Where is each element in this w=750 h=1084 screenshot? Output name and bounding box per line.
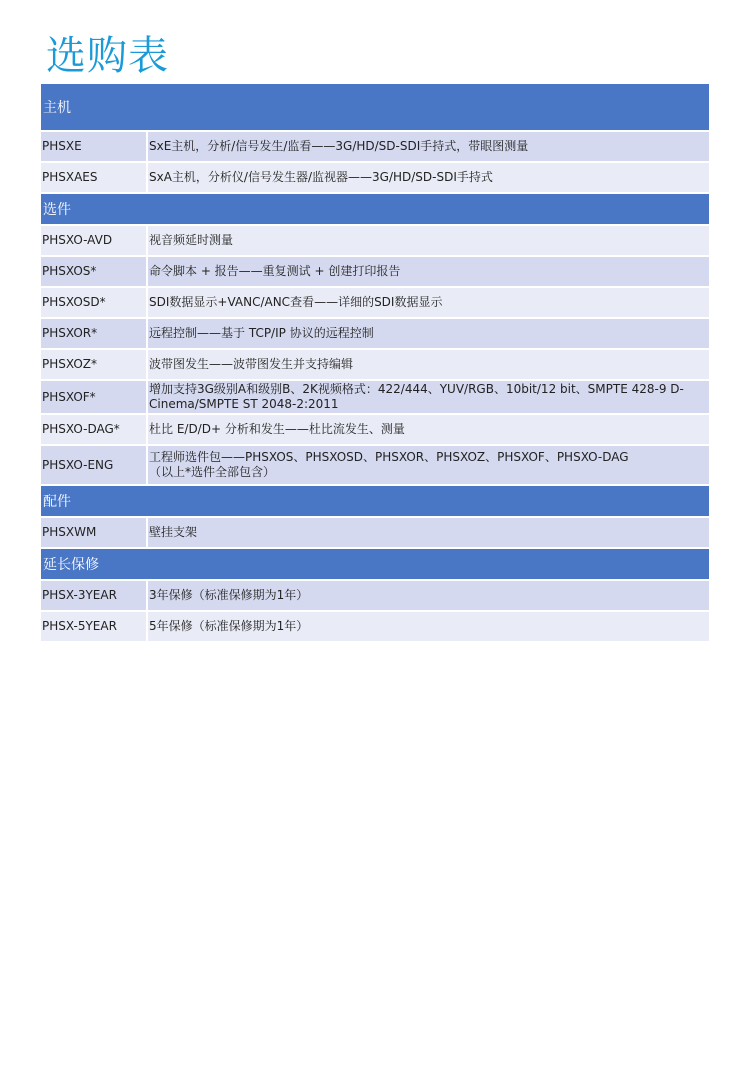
table-row bbox=[41, 131, 709, 162]
product-code: PHSXAES bbox=[41, 162, 147, 193]
product-description: 视音频延时测量 bbox=[147, 225, 709, 256]
product-description: 壁挂支架 bbox=[147, 517, 709, 548]
product-code: PHSX-5YEAR bbox=[41, 611, 147, 642]
table-row bbox=[41, 414, 709, 445]
section-heading: 配件 bbox=[41, 485, 709, 517]
table-row bbox=[41, 380, 709, 414]
product-description: SxE主机，分析/信号发生/监看——3G/HD/SD-SDI手持式，带眼图测量 bbox=[147, 131, 709, 162]
product-code: PHSXO-DAG* bbox=[41, 414, 147, 445]
product-code: PHSXWM bbox=[41, 517, 147, 548]
product-code: PHSX-3YEAR bbox=[41, 580, 147, 611]
section-heading: 延长保修 bbox=[41, 548, 709, 580]
table-row bbox=[41, 162, 709, 193]
product-code: PHSXO-AVD bbox=[41, 225, 147, 256]
product-description: 5年保修（标准保修期为1年） bbox=[147, 611, 709, 642]
table-row bbox=[41, 445, 709, 485]
product-code: PHSXOS* bbox=[41, 256, 147, 287]
table-row bbox=[41, 349, 709, 380]
section-header-accessories bbox=[41, 485, 709, 517]
product-description: SxA主机，分析仪/信号发生器/监视器——3G/HD/SD-SDI手持式 bbox=[147, 162, 709, 193]
table-row bbox=[41, 256, 709, 287]
product-description: 命令脚本 + 报告——重复测试 + 创建打印报告 bbox=[147, 256, 709, 287]
table-row bbox=[41, 580, 709, 611]
section-header-extended-warranty bbox=[41, 548, 709, 580]
section-heading: 选件 bbox=[41, 193, 709, 225]
order-table bbox=[41, 84, 709, 643]
table-row bbox=[41, 318, 709, 349]
product-code: PHSXOF* bbox=[41, 380, 147, 414]
section-heading: 主机 bbox=[41, 84, 709, 131]
product-code: PHSXOR* bbox=[41, 318, 147, 349]
page-title: 选购表 bbox=[46, 33, 169, 79]
table-row bbox=[41, 517, 709, 548]
product-description: 远程控制——基于 TCP/IP 协议的远程控制 bbox=[147, 318, 709, 349]
table-row bbox=[41, 225, 709, 256]
product-code: PHSXE bbox=[41, 131, 147, 162]
product-description: 3年保修（标准保修期为1年） bbox=[147, 580, 709, 611]
table-row bbox=[41, 287, 709, 318]
product-code: PHSXOZ* bbox=[41, 349, 147, 380]
product-description: 杜比 E/D/D+ 分析和发生——杜比流发生、测量 bbox=[147, 414, 709, 445]
section-header-options bbox=[41, 193, 709, 225]
product-code: PHSXO-ENG bbox=[41, 445, 147, 485]
table-row bbox=[41, 611, 709, 642]
product-description: 增加支持3G级别A和级别B、2K视频格式：422/444、YUV/RGB、10bit/12 bit、SMPTE 428-9 D- Cinema/SMPTE ST 2048-2:2011 bbox=[147, 380, 709, 414]
section-header-host bbox=[41, 84, 709, 131]
product-description: 工程师选件包——PHSXOS、PHSXOSD、PHSXOR、PHSXOZ、PHSXOF、PHSXO-DAG （以上*选件全部包含） bbox=[147, 445, 709, 485]
product-code: PHSXOSD* bbox=[41, 287, 147, 318]
product-description: 波带图发生——波带图发生并支持编辑 bbox=[147, 349, 709, 380]
product-description: SDI数据显示+VANC/ANC查看——详细的SDI数据显示 bbox=[147, 287, 709, 318]
